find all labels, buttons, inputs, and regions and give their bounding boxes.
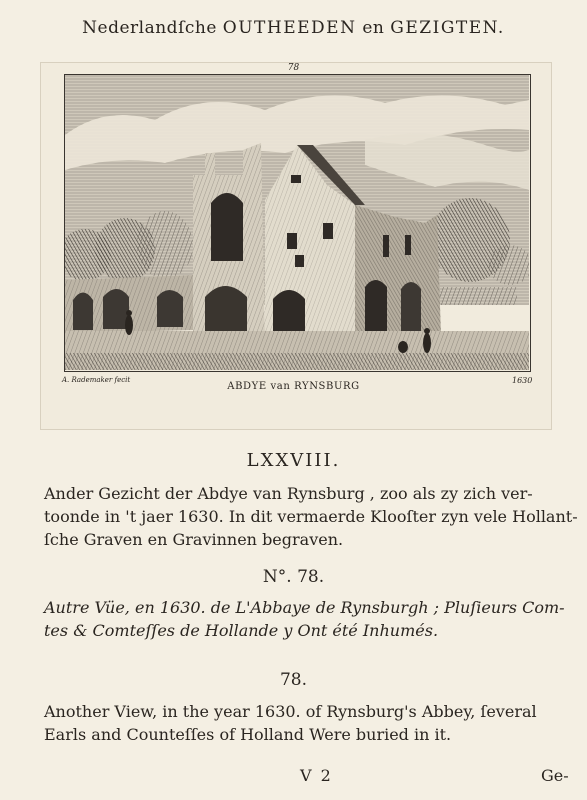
chapter-heading: LXXVIII. <box>246 450 341 471</box>
ruined-chapel <box>355 205 441 337</box>
english-line: Another View, in the year 1630. of Rynsburg's Abbey, ſeveral <box>44 702 537 721</box>
dutch-line: toonde in 't jaer 1630. In dit vermaerde Klooſter zyn vele Hollant- <box>44 507 578 526</box>
french-line: Autre Vüe, en 1630. de L'Abbaye de Rynsburgh ; Pluſieurs Com- <box>44 598 565 617</box>
dutch-description <box>44 482 578 551</box>
english-line: Earls and Counteſſes of Holland Were buried in it. <box>44 725 452 744</box>
artist-credit: A. Rademaker fecit <box>62 376 131 384</box>
french-number: N°. 78. <box>262 567 325 587</box>
running-head-main: OUTHEEDEN <box>222 18 357 38</box>
plate-caption: ABDYE van RYNSBURG <box>227 381 360 392</box>
french-line: tes & Comteſſes de Hollande y Ont été Inhumés. <box>44 621 439 640</box>
running-head-joiner: en <box>356 18 391 38</box>
engraving-abbey-ruins <box>64 74 531 372</box>
dutch-line: ſche Graven en Gravinnen begraven. <box>44 530 344 549</box>
fence <box>435 287 517 305</box>
catchword: Ge- <box>541 766 569 785</box>
plate-number: 78 <box>287 63 300 73</box>
plate-date: 1630 <box>512 376 533 385</box>
running-head-prefix: Nederlandſche <box>82 18 223 38</box>
english-number: 78. <box>279 670 308 690</box>
french-description <box>44 596 574 642</box>
dutch-line: Ander Gezicht der Abdye van Rynsburg , zoo als zy zich ver- <box>44 484 533 503</box>
english-description <box>44 700 574 746</box>
signature-mark: V 2 <box>300 766 333 785</box>
running-head <box>0 18 587 38</box>
running-head-end: GEZIGTEN. <box>390 18 505 38</box>
